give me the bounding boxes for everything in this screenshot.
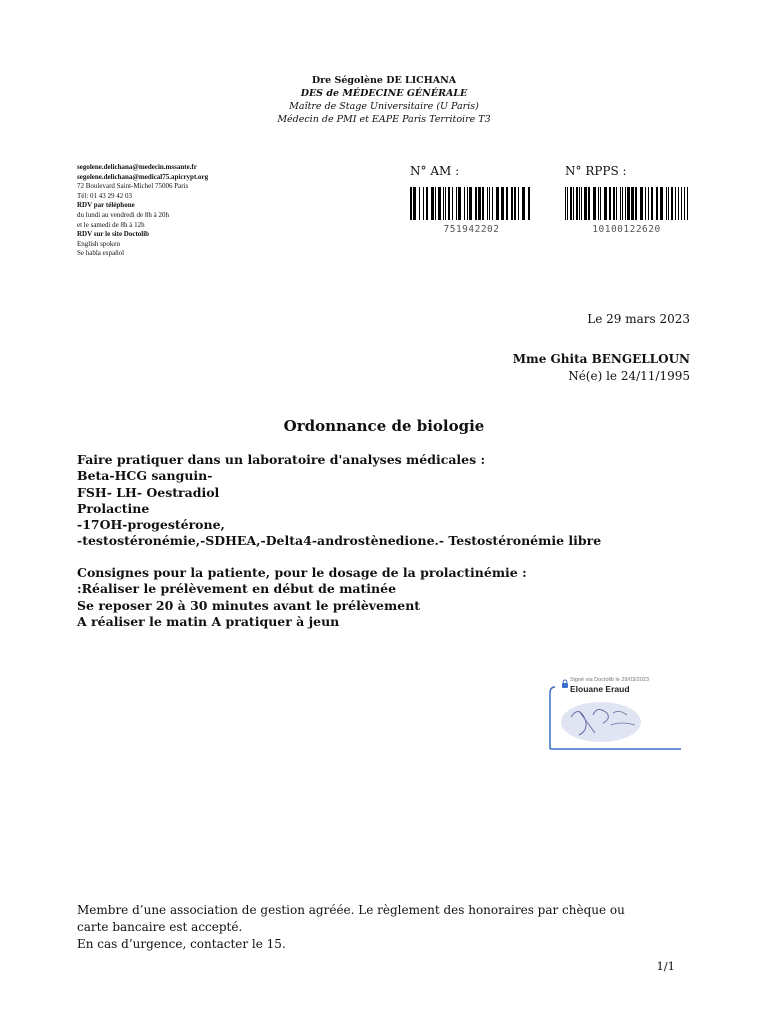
- signature-scribble-icon: [561, 702, 641, 742]
- footer-association-note: Membre d’une association de gestion agréée. Le règlement des honoraires par chèque ou carte bancaire est accepté.: [77, 903, 625, 934]
- patient-dob: Né(e) le 24/11/1995: [568, 369, 690, 383]
- signed-via-text: Signé via Doctolib le 29/03/2023: [570, 677, 649, 683]
- email-mssante: segolene.delichana@medecin.mssante.fr: [77, 163, 197, 171]
- doctor-specialty: DES de MÉDECINE GÉNÉRALE: [300, 88, 468, 99]
- patient-name: Mme Ghita BENGELLOUN: [512, 352, 690, 366]
- rpps-number: 10100122620: [592, 224, 661, 235]
- instruction-line: A réaliser le matin A pratiquer à jeun: [77, 613, 340, 629]
- patient-block: [513, 351, 690, 385]
- address: 72 Boulevard Saint-Michel 75006 Paris: [77, 182, 189, 191]
- prescription-line: -testostéronémie,-SDHEA,-Delta4-androstènedione.- Testostéronémie libre: [77, 533, 602, 549]
- prescription-line: -17OH-progestérone,: [77, 517, 225, 533]
- prescription-list: [77, 452, 601, 550]
- am-label: N° AM :: [410, 164, 460, 178]
- doctor-name: Dre Ségolène DE LICHANA: [311, 75, 457, 86]
- hours-saturday: et le samedi de 8h à 12h: [77, 220, 145, 229]
- page-number: 1/1: [656, 959, 675, 973]
- email-apicrypt: segolene.delichana@medical75.apicrypt.org: [77, 172, 209, 181]
- language-english: English spoken: [77, 239, 120, 248]
- language-spanish: Se habla español: [77, 249, 125, 258]
- prescription-line: FSH- LH- Oestradiol: [77, 484, 220, 500]
- footer: [77, 902, 637, 952]
- instruction-line: :Réaliser le prélèvement en début de matinée: [77, 581, 397, 597]
- footer-emergency-note: En cas d’urgence, contacter le 15.: [77, 936, 286, 951]
- rpps-barcode-icon: [565, 187, 688, 220]
- lock-icon: [561, 679, 569, 688]
- rpps-label: N° RPPS :: [565, 164, 627, 178]
- signature-block: [549, 675, 681, 753]
- instruction-line: Se reposer 20 à 30 minutes avant le prélèvement: [77, 597, 421, 613]
- instructions-list: [77, 565, 527, 630]
- prescription-line: Faire pratiquer dans un laboratoire d'analyses médicales :: [77, 452, 486, 467]
- am-number: 751942202: [443, 224, 500, 235]
- prescription-line: Beta-HCG sanguin-: [77, 468, 213, 484]
- signer-name: Elouane Eraud: [570, 684, 630, 694]
- doctor-role-1: Maître de Stage Universitaire (U Paris): [289, 101, 479, 112]
- prescription-date: Le 29 mars 2023: [587, 312, 690, 326]
- am-barcode-icon: [410, 187, 533, 220]
- instruction-line: Consignes pour la patiente, pour le dosage de la prolactinémie :: [77, 565, 527, 580]
- doctor-role-2: Médecin de PMI et EAPE Paris Territoire T3: [277, 114, 491, 125]
- doctor-header: [0, 74, 768, 126]
- contact-block: [77, 163, 208, 259]
- rdv-phone-label: RDV par téléphone: [77, 201, 135, 210]
- phone: Tél: 01 43 29 42 03: [77, 191, 133, 200]
- hours-weekday: du lundi au vendredi de 8h à 20h: [77, 210, 169, 219]
- rdv-site-label: RDV sur le site Doctolib: [77, 230, 150, 239]
- document-title: Ordonnance de biologie: [283, 417, 485, 435]
- prescription-line: Prolactine: [77, 500, 150, 516]
